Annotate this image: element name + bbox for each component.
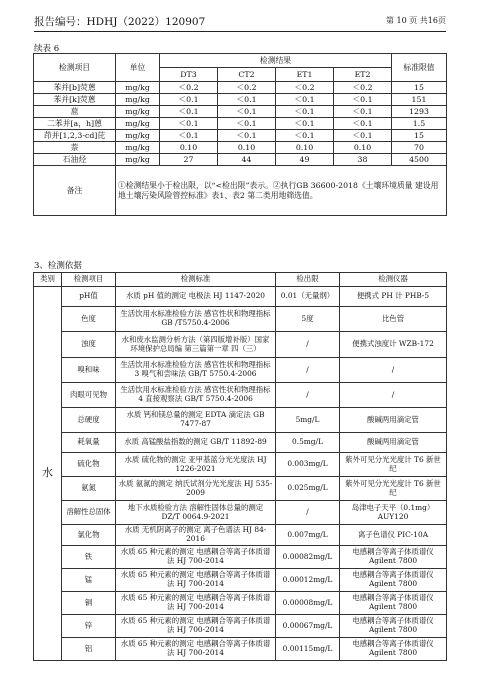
row-value: 0.10 xyxy=(276,142,334,154)
row-standard: 生活饮用水标准检验方法 感官性状和物理指标 4 直接观察法 GB/T 5750.4-2006 xyxy=(116,383,276,408)
report-number: 报告编号：HDHJ（2022）120907 xyxy=(34,16,206,28)
row-standard: 水质 氨氮的测定 纳氏试剂分光光度法 HJ 535-2009 xyxy=(116,477,276,501)
row-value: ＜0.1 xyxy=(218,118,276,130)
page-number: 第 10 页 共16页 xyxy=(386,16,446,25)
row-item: 氨氮 xyxy=(62,477,116,501)
row-value: ＜0.1 xyxy=(218,106,276,118)
row-instrument: 紫外可见分光光度计 T6 新世纪 xyxy=(340,453,447,477)
row-instrument: 电感耦合等离子体质谱仪 Agilent 7800 xyxy=(340,638,447,661)
row-standard: 水质 无机阴离子的测定 离子色谱法 HJ 84-2016 xyxy=(116,525,276,546)
row-lod: 5度 xyxy=(276,307,340,332)
row-value: 49 xyxy=(276,154,334,166)
row-value: ＜0.1 xyxy=(334,130,392,142)
table-row xyxy=(34,142,447,154)
point-head: CT2 xyxy=(218,68,276,82)
row-item: 苯并[b]荧蒽 xyxy=(34,82,116,94)
row-item: 锰 xyxy=(62,569,116,592)
row-value: ＜0.1 xyxy=(276,106,334,118)
row-instrument: 便携式浊度计 WZB-172 xyxy=(340,332,447,358)
row-item: pH值 xyxy=(62,287,116,307)
table-row xyxy=(34,546,447,569)
table-row xyxy=(34,569,447,592)
row-limit: 1.5 xyxy=(392,118,447,130)
row-value: 0.10 xyxy=(218,142,276,154)
row-lod: 0.007mg/L xyxy=(276,525,340,546)
table-row xyxy=(34,130,447,142)
row-value: ＜0.1 xyxy=(218,94,276,106)
row-item: 肉眼可见物 xyxy=(62,383,116,408)
row-lod: 5mg/L xyxy=(276,408,340,433)
row-item: 二苯并[a，h]蒽 xyxy=(34,118,116,130)
row-value: ＜0.2 xyxy=(218,82,276,94)
row-lod: 0.003mg/L xyxy=(276,453,340,477)
row-instrument: 电感耦合等离子体质谱仪 Agilent 7800 xyxy=(340,615,447,638)
row-standard: 水质 65 种元素的测定 电感耦合等离子体质谱法 HJ 700-2014 xyxy=(116,592,276,615)
row-lod: / xyxy=(276,358,340,383)
note-label: 备注 xyxy=(34,166,116,216)
row-instrument: 酸碱两用滴定管 xyxy=(340,433,447,453)
category-cell: 水 xyxy=(34,287,62,661)
row-value: ＜0.1 xyxy=(160,118,218,130)
table-row xyxy=(34,453,447,477)
row-value: 38 xyxy=(334,154,392,166)
table-row xyxy=(34,525,447,546)
col-head-results: 检测结果 xyxy=(160,54,392,68)
table-caption: 续表 6 xyxy=(34,44,60,54)
row-value: ＜0.1 xyxy=(276,94,334,106)
row-limit: 70 xyxy=(392,142,447,154)
row-standard: 水质 钙和镁总量的测定 EDTA 滴定法 GB 7477-87 xyxy=(116,408,276,433)
row-lod: / xyxy=(276,383,340,408)
table-row xyxy=(34,94,447,106)
row-lod: 0.00115mg/L xyxy=(276,638,340,661)
section-title: 3、检测依据 xyxy=(34,261,82,271)
row-lod: 0.00012mg/L xyxy=(276,569,340,592)
row-limit: 15 xyxy=(392,130,447,142)
row-unit: mg/kg xyxy=(116,118,160,130)
row-unit: mg/kg xyxy=(116,130,160,142)
table-row xyxy=(34,358,447,383)
row-instrument: 比色管 xyxy=(340,307,447,332)
row-standard: 地下水质检验方法 溶解性固体总量的测定 DZ/T 0064.9-2021 xyxy=(116,501,276,525)
row-lod: 0.00082mg/L xyxy=(276,546,340,569)
row-lod: 0.01（无量纲） xyxy=(276,287,340,307)
method-basis-table xyxy=(33,272,447,661)
row-value: ＜0.1 xyxy=(218,130,276,142)
row-instrument: 岛津电子天平（0.1mg）AUY120 xyxy=(340,501,447,525)
row-value: ＜0.1 xyxy=(160,130,218,142)
row-item: 锌 xyxy=(62,615,116,638)
table-row xyxy=(34,638,447,661)
row-value: ＜0.2 xyxy=(334,82,392,94)
row-unit: mg/kg xyxy=(116,94,160,106)
row-value: ＜0.1 xyxy=(334,118,392,130)
row-instrument: 离子色谱仪 PIC-10A xyxy=(340,525,447,546)
row-standard: 水质 65 种元素的测定 电感耦合等离子体质谱法 HJ 700-2014 xyxy=(116,546,276,569)
row-value: ＜0.2 xyxy=(276,82,334,94)
row-standard: 生活饮用水标准检验方法 感官性状和物理指标 GB /T5750.4-2006 xyxy=(116,307,276,332)
table-row xyxy=(34,106,447,118)
row-item: 溶解性总固体 xyxy=(62,501,116,525)
row-value: ＜0.1 xyxy=(160,94,218,106)
table-row xyxy=(34,154,447,166)
row-item: 耗氧量 xyxy=(62,433,116,453)
row-instrument: 紫外可见分光光度计 T6 新世纪 xyxy=(340,477,447,501)
point-head: DT3 xyxy=(160,68,218,82)
row-instrument: / xyxy=(340,358,447,383)
row-instrument: 便携式 PH 计 PHB-5 xyxy=(340,287,447,307)
row-lod: 0.025mg/L xyxy=(276,477,340,501)
row-instrument: 电感耦合等离子体质谱仪 Agilent 7800 xyxy=(340,569,447,592)
row-instrument: 电感耦合等离子体质谱仪 Agilent 7800 xyxy=(340,546,447,569)
row-lod: 0.00067mg/L xyxy=(276,615,340,638)
table-row xyxy=(34,332,447,358)
row-unit: mg/kg xyxy=(116,154,160,166)
row-standard: 水质 高锰酸盐指数的测定 GB/T 11892-89 xyxy=(116,433,276,453)
row-standard: 水质 65 种元素的测定 电感耦合等离子体质谱法 HJ 700-2014 xyxy=(116,569,276,592)
row-item: 嗅和味 xyxy=(62,358,116,383)
row-standard: 生活饮用水标准检验方法 感官性状和物理指标 3 嗅气和尝味法 GB/T 5750.4-2006 xyxy=(116,358,276,383)
row-value: ＜0.2 xyxy=(160,82,218,94)
row-item: 总硬度 xyxy=(62,408,116,433)
table-row xyxy=(34,383,447,408)
row-value: 0.10 xyxy=(334,142,392,154)
row-unit: mg/kg xyxy=(116,82,160,94)
table-row xyxy=(34,615,447,638)
row-limit: 4500 xyxy=(392,154,447,166)
row-limit: 1293 xyxy=(392,106,447,118)
row-item: 䓛 xyxy=(34,106,116,118)
row-value: 44 xyxy=(218,154,276,166)
point-head: ET1 xyxy=(276,68,334,82)
row-standard: 水质 65 种元素的测定 电感耦合等离子体质谱法 HJ 700-2014 xyxy=(116,615,276,638)
row-item: 苯并[k]荧蒽 xyxy=(34,94,116,106)
row-value: ＜0.1 xyxy=(160,106,218,118)
header-rule xyxy=(34,31,446,32)
table-row xyxy=(34,477,447,501)
col-head-lod: 检出限 xyxy=(276,273,340,287)
row-lod: 0.5mg/L xyxy=(276,433,340,453)
row-item: 铝 xyxy=(62,638,116,661)
row-item: 茚并[1,2,3-cd]芘 xyxy=(34,130,116,142)
row-lod: / xyxy=(276,501,340,525)
row-instrument: 酸碱两用滴定管 xyxy=(340,408,447,433)
row-value: ＜0.1 xyxy=(334,106,392,118)
row-standard: 水质 65 种元素的测定 电感耦合等离子体质谱法 HJ 700-2014 xyxy=(116,638,276,661)
table-row xyxy=(34,408,447,433)
table-row xyxy=(34,287,447,307)
row-item: 铁 xyxy=(62,546,116,569)
col-head-instrument: 检测仪器 xyxy=(340,273,447,287)
row-item: 氯化物 xyxy=(62,525,116,546)
col-head-item: 检测项目 xyxy=(62,273,116,287)
row-standard: 水质 硫化物的测定 亚甲基蓝分光光度法 HJ 1226-2021 xyxy=(116,453,276,477)
row-lod: 0.00008mg/L xyxy=(276,592,340,615)
row-value: ＜0.1 xyxy=(276,130,334,142)
row-lod: / xyxy=(276,332,340,358)
row-unit: mg/kg xyxy=(116,106,160,118)
row-instrument: / xyxy=(340,383,447,408)
row-limit: 151 xyxy=(392,94,447,106)
row-value: 27 xyxy=(160,154,218,166)
table-row xyxy=(34,307,447,332)
col-head-category: 类别 xyxy=(34,273,62,287)
row-value: 0.10 xyxy=(160,142,218,154)
row-item: 萘 xyxy=(34,142,116,154)
row-item: 浊度 xyxy=(62,332,116,358)
table-row xyxy=(34,501,447,525)
point-head: ET2 xyxy=(334,68,392,82)
row-instrument: 电感耦合等离子体质谱仪 Agilent 7800 xyxy=(340,592,447,615)
row-standard: 水质 pH 值的测定 电极法 HJ 1147-2020 xyxy=(116,287,276,307)
col-head-limit: 标准限值 xyxy=(392,54,447,82)
table-row xyxy=(34,82,447,94)
col-head-standard: 检测标准 xyxy=(116,273,276,287)
row-item: 铜 xyxy=(62,592,116,615)
row-value: ＜0.1 xyxy=(276,118,334,130)
row-limit: 15 xyxy=(392,82,447,94)
row-value: ＜0.1 xyxy=(334,94,392,106)
row-item: 色度 xyxy=(62,307,116,332)
row-standard: 水和废水监测分析方法（第四版增补版）国家环境保护总局编 第三篇第一章 四（三） xyxy=(116,332,276,358)
col-head-item: 检测项目 xyxy=(34,54,116,82)
note-text: ①检测结果小于检出限，以“<检出限”表示。②执行GB 36600-2018《土壤环境质量 建设用地土壤污染风险管控标准》表1、表2 第二类用地筛选值。 xyxy=(116,166,447,216)
table-row xyxy=(34,592,447,615)
soil-results-table xyxy=(33,53,447,216)
row-unit: mg/kg xyxy=(116,142,160,154)
col-head-unit: 单位 xyxy=(116,54,160,82)
row-item: 硫化物 xyxy=(62,453,116,477)
table-row xyxy=(34,118,447,130)
row-item: 石油烃 xyxy=(34,154,116,166)
table-row xyxy=(34,433,447,453)
